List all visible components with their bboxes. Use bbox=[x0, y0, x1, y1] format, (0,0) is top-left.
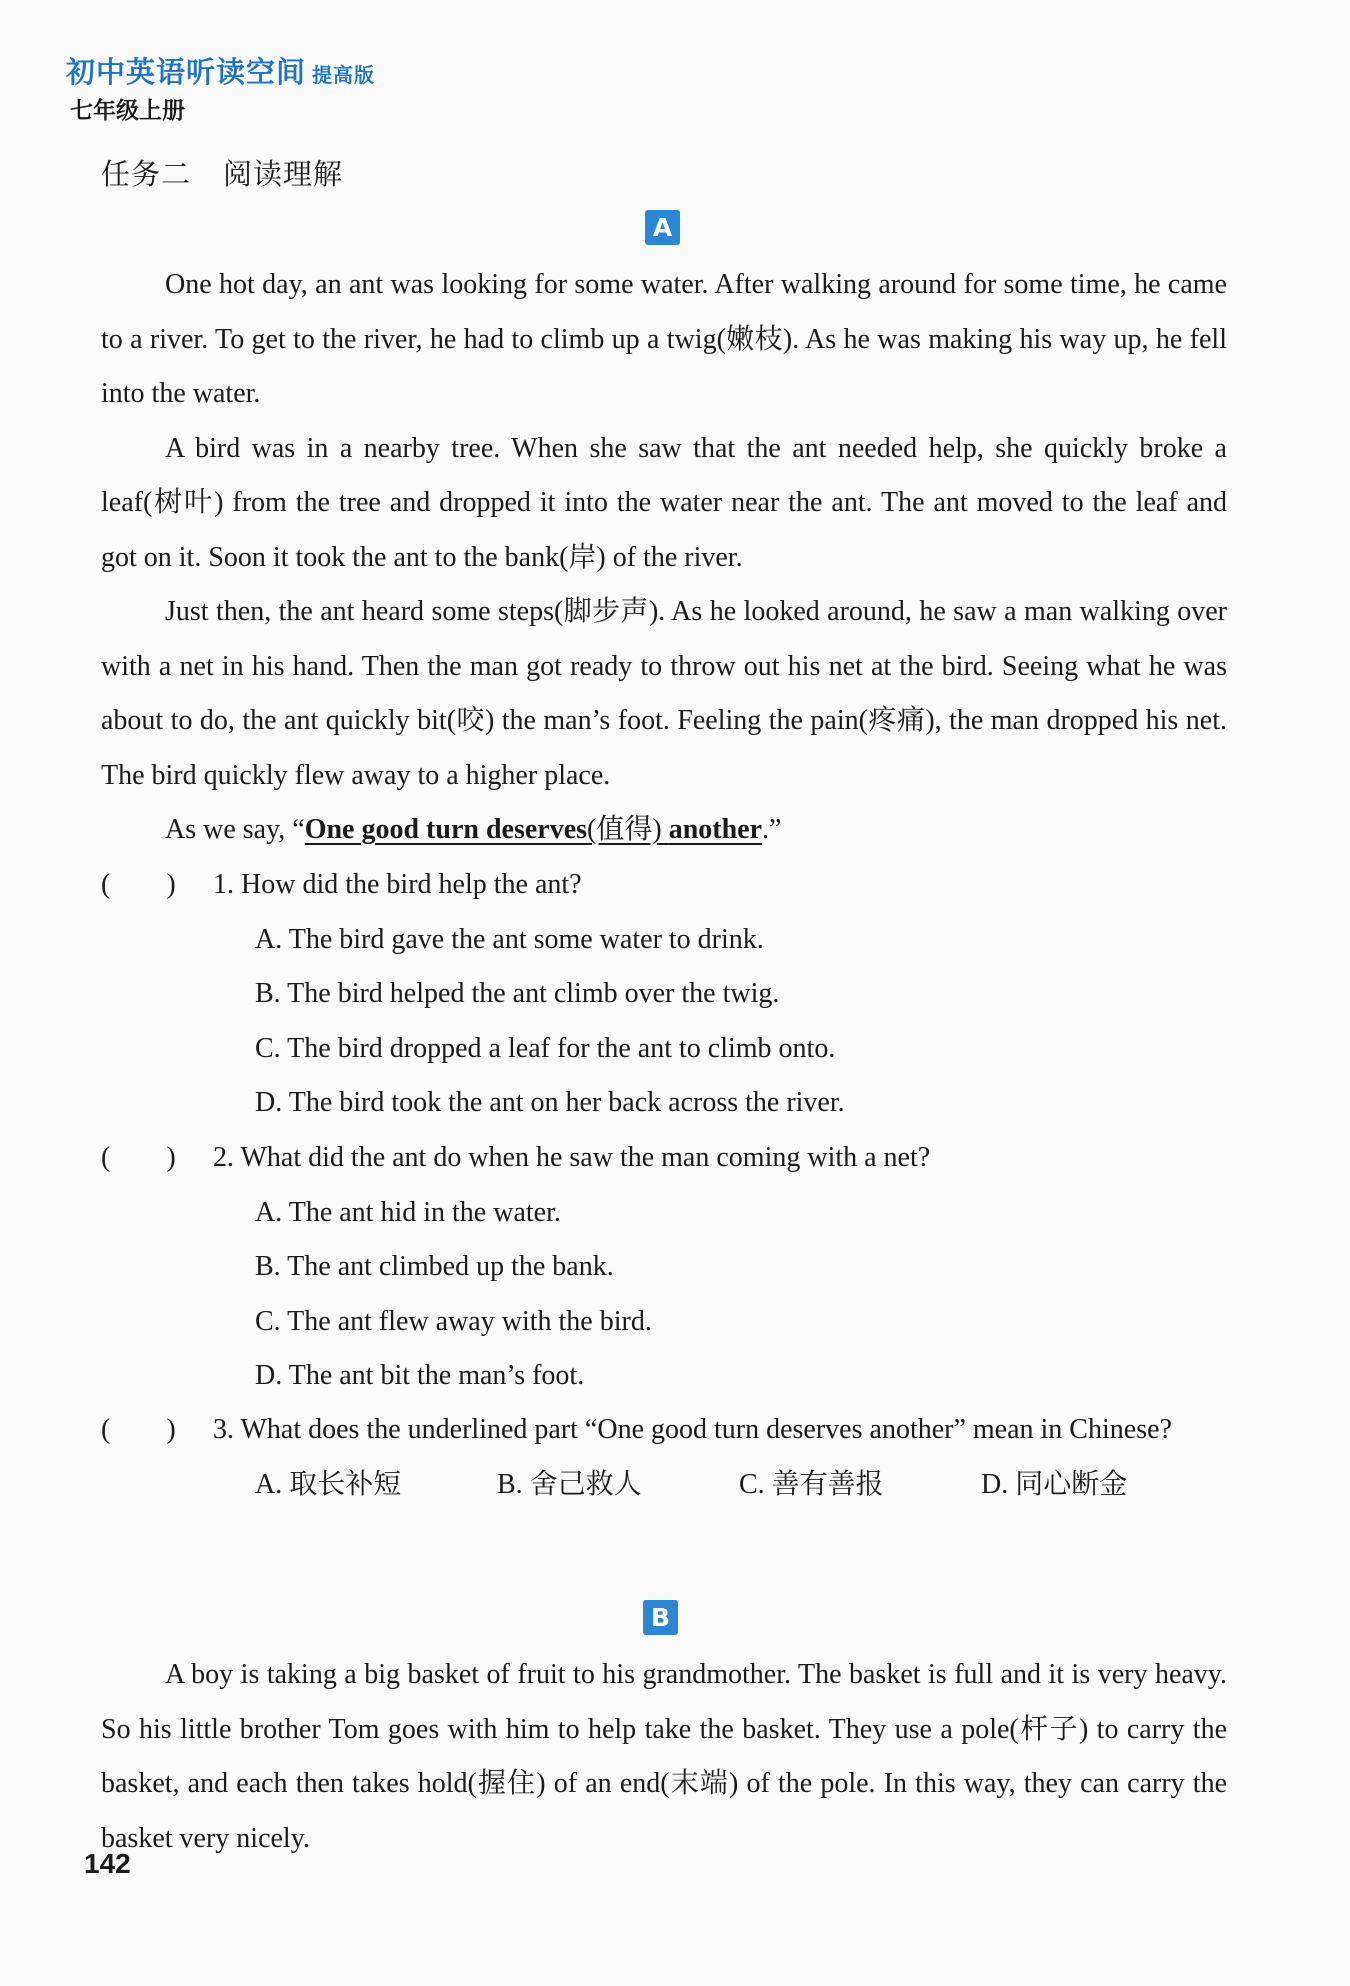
closing-suffix: .” bbox=[762, 814, 782, 845]
option-b: B. The ant climbed up the bank. bbox=[255, 1251, 614, 1282]
answer-blank[interactable]: ( ) bbox=[101, 1414, 176, 1445]
proverb-part-1: One good turn deserves bbox=[304, 814, 588, 845]
question-stem: 2. What did the ant do when he saw the man coming with a net? bbox=[213, 1142, 931, 1173]
answer-blank[interactable]: ( ) bbox=[101, 1142, 176, 1173]
question-2 bbox=[101, 1131, 1227, 1404]
passage-paragraph: Just then, the ant heard some steps(脚步声). As he looked around, he saw a man walking over with a net in his hand. Then the man got ready to throw out his net at the bird. Seeing what he was about to do, the ant quickly bit(咬) the man’s foot. Feeling the pain(疼痛), the man dropped his net. The bird quickly flew away to a higher place. bbox=[101, 596, 1227, 791]
option-c: C. The ant flew away with the bird. bbox=[255, 1305, 652, 1337]
page-number: 142 bbox=[84, 1848, 131, 1879]
option-row bbox=[101, 1458, 1227, 1513]
option-b: B. The bird helped the ant climb over the twig. bbox=[255, 978, 780, 1009]
passage-a-badge: A bbox=[645, 210, 680, 245]
section-heading bbox=[101, 152, 343, 193]
underlined-proverb bbox=[305, 814, 762, 845]
task-number: 任务二 bbox=[101, 157, 192, 191]
series-title bbox=[66, 50, 375, 91]
option-a: A. The bird gave the ant some water to drink. bbox=[255, 923, 764, 955]
closing-prefix: As we say, “ bbox=[165, 814, 305, 845]
answer-blank[interactable]: ( ) bbox=[101, 869, 176, 900]
edition-label: 提高版 bbox=[312, 63, 376, 87]
passage-paragraph: A bird was in a nearby tree. When she saw that the ant needed help, she quickly broke a leaf(树叶) from the tree and dropped it into the water near the ant. The ant moved to the leaf and got on it. Soon it took the ant to the bank(岸) of the river. bbox=[101, 432, 1227, 573]
option-c: C. 善有善报 bbox=[739, 1468, 884, 1500]
passage-b-text bbox=[101, 1648, 1227, 1866]
question-3 bbox=[101, 1403, 1227, 1512]
option-d: D. The bird took the ant on her back across the river. bbox=[255, 1087, 845, 1118]
option-b: B. 舍己救人 bbox=[497, 1468, 642, 1500]
option-a: A. The ant hid in the water. bbox=[255, 1196, 561, 1228]
passage-a-text bbox=[101, 258, 1227, 858]
proverb-part-2: another bbox=[668, 814, 763, 845]
question-1 bbox=[101, 858, 1227, 1131]
passage-b-badge: B bbox=[643, 1600, 678, 1635]
passage-paragraph: A boy is taking a big basket of fruit to his grandmother. The basket is full and it is very heavy. So his little brother Tom goes with him to help take the basket. They use a pole(杆子) to carry the basket, and each then takes hold(握住) of an end(末端) of the pole. In this way, they can carry the basket very nicely. bbox=[101, 1659, 1227, 1854]
task-name: 阅读理解 bbox=[223, 157, 344, 191]
question-stem: 1. How did the bird help the ant? bbox=[213, 869, 582, 900]
option-c: C. The bird dropped a leaf for the ant to climb onto. bbox=[255, 1032, 836, 1064]
question-stem: 3. What does the underlined part “One good turn deserves another” mean in Chinese? bbox=[213, 1414, 1172, 1445]
passage-paragraph: One hot day, an ant was looking for some water. After walking around for some time, he came to a river. To get to the river, he had to climb up a twig(嫩枝). As he was making his way up, he fell into the water. bbox=[101, 269, 1227, 409]
option-a: A. 取长补短 bbox=[255, 1468, 402, 1500]
grade-label: 七年级上册 bbox=[70, 98, 185, 124]
closing-line bbox=[101, 803, 1227, 858]
option-d: D. The ant bit the man’s foot. bbox=[255, 1360, 585, 1391]
series-title-text: 初中英语听读空间 bbox=[66, 55, 307, 89]
proverb-gloss: (值得) bbox=[587, 814, 669, 845]
option-d: D. 同心断金 bbox=[981, 1468, 1128, 1500]
